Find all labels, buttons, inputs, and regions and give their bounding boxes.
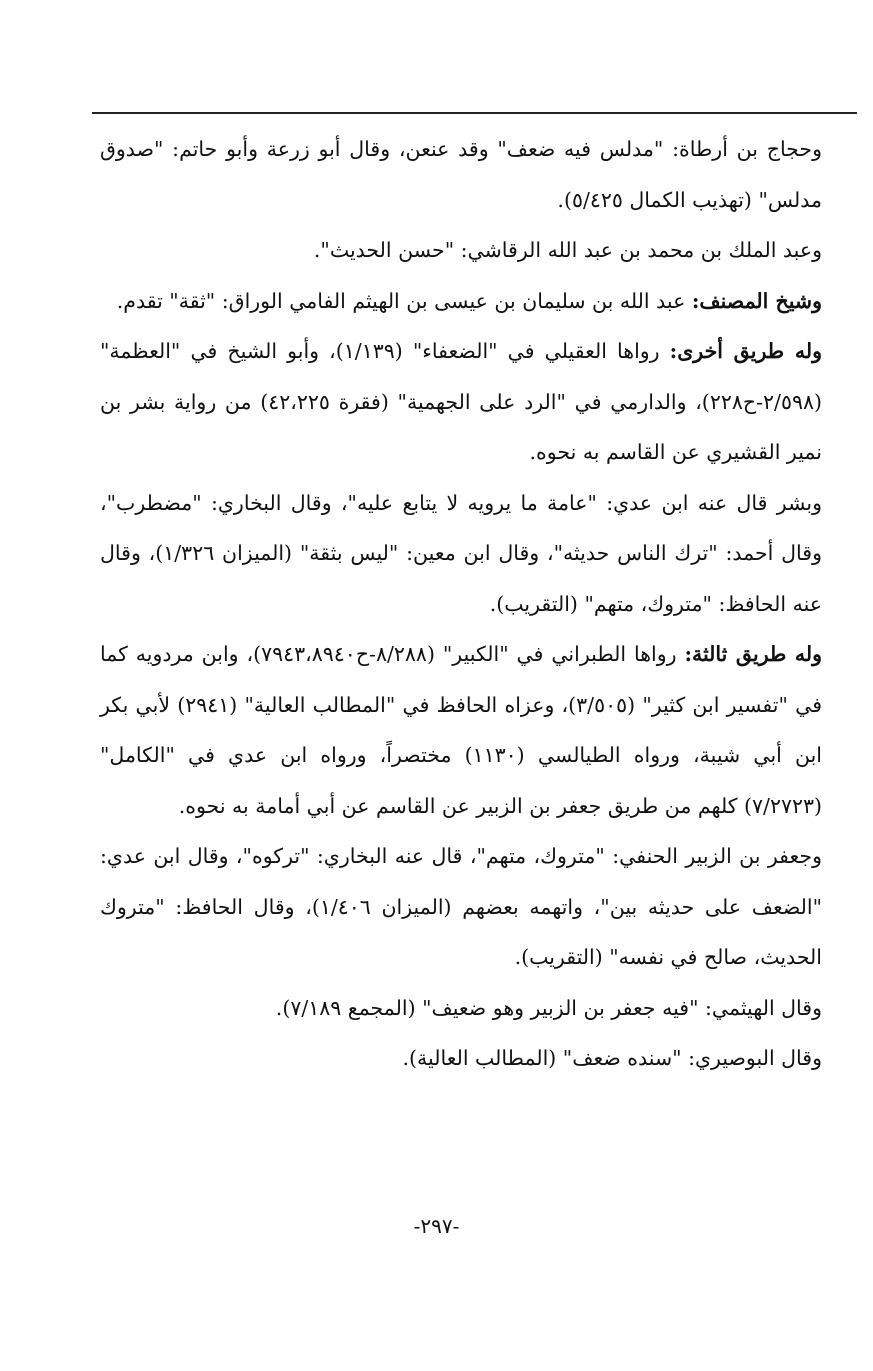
- paragraph-text: وحجاج بن أرطاة: "مدلس فيه ضعف" وقد عنعن، وقال أبو زرعة وأبو حاتم: "صدوق مدلس" (تهذيب الكمال ٥/٤٢٥).: [100, 137, 822, 212]
- paragraph: [100, 225, 822, 276]
- paragraph-text: وبشر قال عنه ابن عدي: "عامة ما يرويه لا يتابع عليه"، وقال البخاري: "مضطرب"، وقال أحمد: "ترك الناس حديثه"، وقال ابن معين: "ليس بثقة" (الميزان ١/٣٢٦)، وقال عنه الحافظ: "متروك، متهم" (التقريب).: [100, 490, 822, 616]
- paragraph: [100, 326, 822, 478]
- paragraph-text: رواها العقيلي في "الضعفاء" (١/١٣٩)، وأبو الشيخ في "العظمة" (٢/٥٩٨-ح٢٢٨)، والدارمي في "الرد على الجهمية" (فقرة ٤٢،٢٢٥) من رواية بشر بن نمير القشيري عن القاسم به نحوه.: [100, 339, 822, 464]
- paragraph-text: عبد الله بن سليمان بن عيسى بن الهيثم الفامي الوراق: "ثقة" تقدم.: [116, 288, 692, 313]
- paragraph: [100, 1033, 822, 1084]
- paragraph-text: رواها الطبراني في "الكبير" (٨/٢٨٨-ح٧٩٤٣،٨٩٤٠)، وابن مردويه كما في "تفسير ابن كثير" (٣/٥٠٥)، وعزاه الحافظ في "المطالب العالية" (٢٩٤١) لأبي بكر ابن أبي شيبة، ورواه الطيالسي (١١٣٠) مختصراً، ورواه ابن عدي في "الكامل" (٧/٢٧٢٣) كلهم من طريق جعفر بن الزبير عن القاسم عن أبي أمامة به نحوه.: [100, 642, 822, 818]
- paragraph: [100, 983, 822, 1034]
- body-text: [100, 124, 822, 1084]
- paragraph: [100, 478, 822, 630]
- paragraph: [100, 276, 822, 327]
- paragraph: [100, 124, 822, 225]
- paragraph-text: وجعفر بن الزبير الحنفي: "متروك، متهم"، قال عنه البخاري: "تركوه"، وقال ابن عدي: "الضعف على حديثه بين"، واتهمه بعضهم (الميزان ١/٤٠٦)، وقال الحافظ: "متروك الحديث، صالح في نفسه" (التقريب).: [100, 844, 822, 969]
- paragraph: [100, 629, 822, 831]
- paragraph-label: وشيخ المصنف:: [691, 288, 822, 313]
- paragraph-label: وله طريق أخرى:: [669, 339, 822, 363]
- paragraph: [100, 831, 822, 983]
- header-rule: [92, 112, 857, 114]
- paragraph-text: وقال الهيثمي: "فيه جعفر بن الزبير وهو ضعيف" (المجمع ٧/١٨٩).: [275, 995, 822, 1020]
- paragraph-label: وله طريق ثالثة:: [684, 642, 822, 666]
- paragraph-text: وعبد الملك بن محمد بن عبد الله الرقاشي: "حسن الحديث".: [313, 238, 822, 262]
- paragraph-text: وقال البوصيري: "سنده ضعف" (المطالب العالية).: [402, 1046, 822, 1070]
- page-number: -٢٩٧-: [413, 1214, 460, 1238]
